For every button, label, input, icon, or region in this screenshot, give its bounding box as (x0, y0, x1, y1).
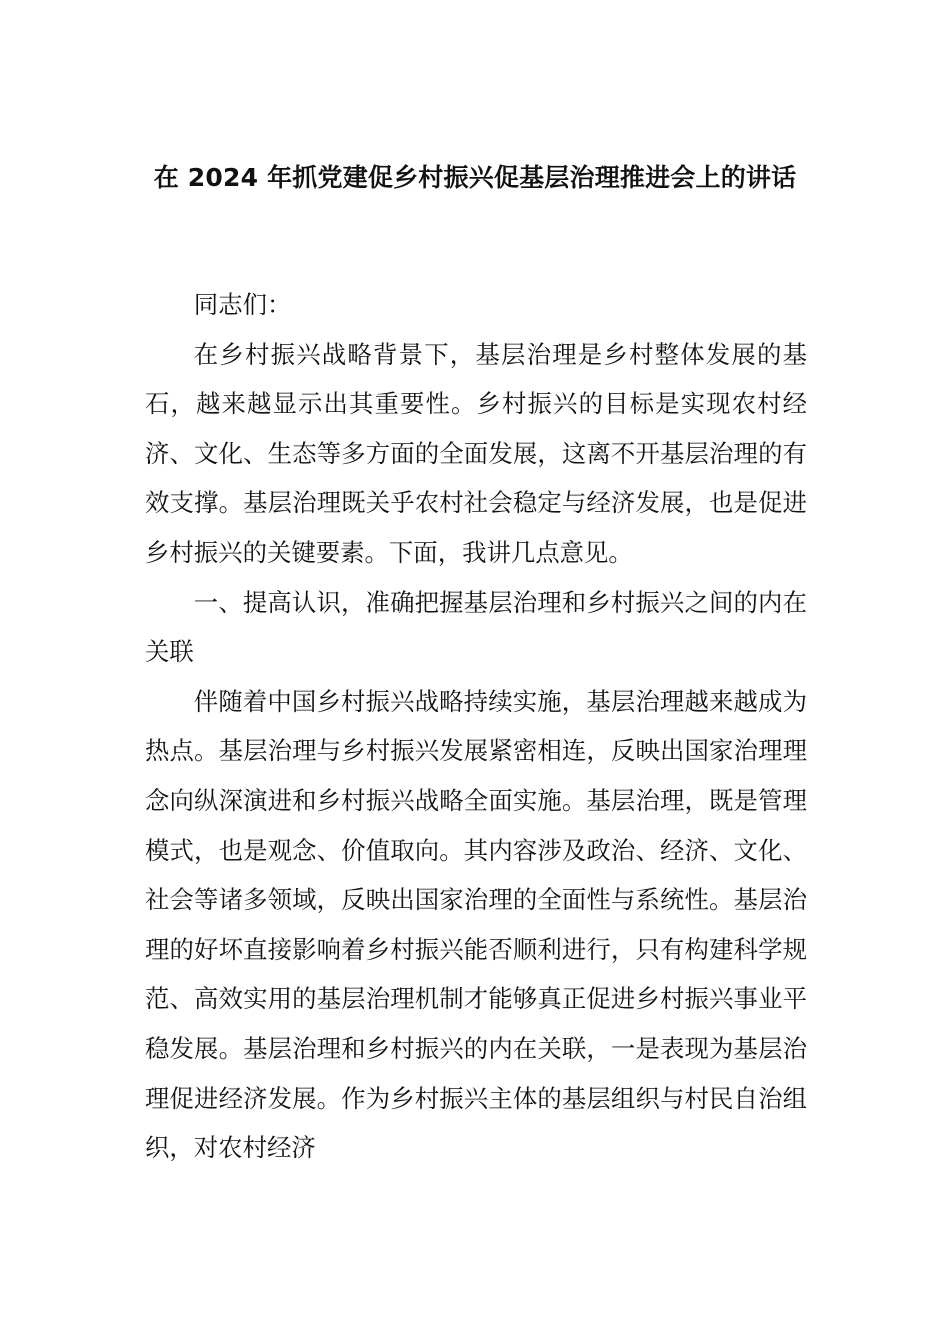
section-1-paragraph: 伴随着中国乡村振兴战略持续实施，基层治理越来越成为热点。基层治理与乡村振兴发展紧密相连，反映出国家治理理念向纵深演进和乡村振兴战略全面实施。基层治理，既是管理模式，也是观念、价值取向。其内容涉及政治、经济、文化、社会等诸多领域，反映出国家治理的全面性与系统性。基层治理的好坏直接影响着乡村振兴能否顺利进行，只有构建科学规范、高效实用的基层治理机制才能够真正促进乡村振兴事业平稳发展。基层治理和乡村振兴的内在关联，一是表现为基层治理促进经济发展。作为乡村振兴主体的基层组织与村民自治组织，对农村经济 (145, 686, 807, 1163)
section-heading-1: 一、提高认识，准确把握基层治理和乡村振兴之间的内在关联 (145, 587, 807, 667)
document-title: 在 2024 年抓党建促乡村振兴促基层治理推进会上的讲话 (153, 163, 797, 192)
document-body (145, 280, 807, 1173)
salutation-paragraph: 同志们： (193, 290, 292, 319)
intro-paragraph: 在乡村振兴战略背景下，基层治理是乡村整体发展的基石，越来越显示出其重要性。乡村振兴的目标是实现农村经济、文化、生态等多方面的全面发展，这离不开基层治理的有效支撑。基层治理既关乎农村社会稳定与经济发展，也是促进乡村振兴的关键要素。下面，我讲几点意见。 (145, 339, 807, 567)
